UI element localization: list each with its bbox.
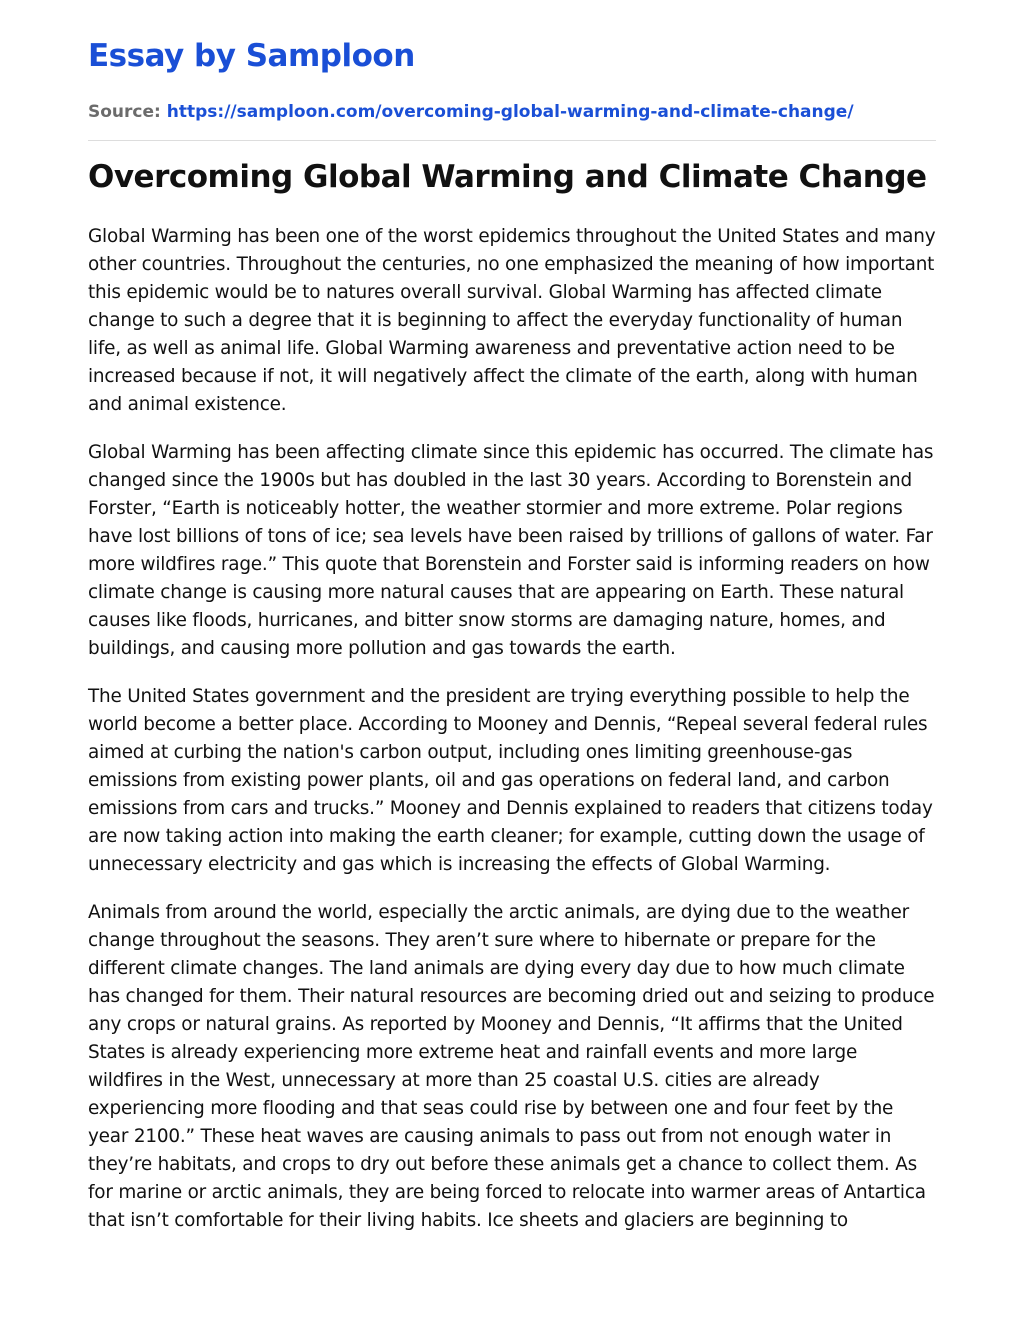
site-brand[interactable]: Essay by Samploon bbox=[88, 38, 415, 74]
header-divider bbox=[88, 140, 936, 141]
essay-title: Overcoming Global Warming and Climate Change bbox=[88, 159, 927, 195]
source-label: Source: bbox=[88, 102, 161, 122]
essay-paragraph: Global Warming has been one of the worst epidemics throughout the United States and many other countries. Throughout the centuries, no one emphasized the meaning of how important this epidemic would be to natures overall survival. Global Warming has affected climate change to such a degree that it is beginning to affect the everyday functionality of human life, as well as animal life. Global Warming awareness and preventative action need to be increased because if not, it will negatively affect the climate of the earth, along with human and animal existence. bbox=[88, 226, 936, 415]
essay-paragraph: Global Warming has been affecting climate since this epidemic has occurred. The climate has changed since the 1900s but has doubled in the last 30 years. According to Borenstein and Forster, “Earth is noticeably hotter, the weather stormier and more extreme. Polar regions have lost billions of tons of ice; sea levels have been raised by trillions of gallons of water. Far more wildfires rage.” This quote that Borenstein and Forster said is informing readers on how climate change is causing more natural causes that are appearing on Earth. These natural causes like floods, hurricanes, and bitter snow storms are damaging nature, homes, and buildings, and causing more pollution and gas towards the earth. bbox=[88, 442, 934, 659]
essay-body bbox=[88, 223, 936, 1235]
source-line bbox=[88, 100, 936, 124]
essay-paragraph: The United States government and the president are trying everything possible to help the world become a better place. According to Mooney and Dennis, “Repeal several federal rules aimed at curbing the nation's carbon output, including ones limiting greenhouse-gas emissions from existing power plants, oil and gas operations on federal land, and carbon emissions from cars and trucks.” Mooney and Dennis explained to readers that citizens today are now taking action into making the earth cleaner; for example, cutting down the usage of unnecessary electricity and gas which is increasing the effects of Global Warming. bbox=[88, 686, 933, 875]
essay-paragraph: Animals from around the world, especially the arctic animals, are dying due to the weather change throughout the seasons. They aren’t sure where to hibernate or prepare for the different climate changes. The land animals are dying every day due to how much climate has changed for them. Their natural resources are becoming dried out and seizing to produce any crops or natural grains. As reported by Mooney and Dennis, “It affirms that the United States is already experiencing more extreme heat and rainfall events and more large wildfires in the West, unnecessary at more than 25 coastal U.S. cities are already experiencing more flooding and that seas could rise by between one and four feet by the year 2100.” These heat waves are causing animals to pass out from not enough water in they’re habitats, and crops to dry out before these animals get a chance to collect them. As for marine or arctic animals, they are being forced to relocate into warmer areas of Antartica that isn’t comfortable for their living habits. Ice sheets and glaciers are beginning to bbox=[88, 902, 935, 1231]
source-link[interactable]: https://samploon.com/overcoming-global-warming-and-climate-change/ bbox=[166, 102, 854, 122]
